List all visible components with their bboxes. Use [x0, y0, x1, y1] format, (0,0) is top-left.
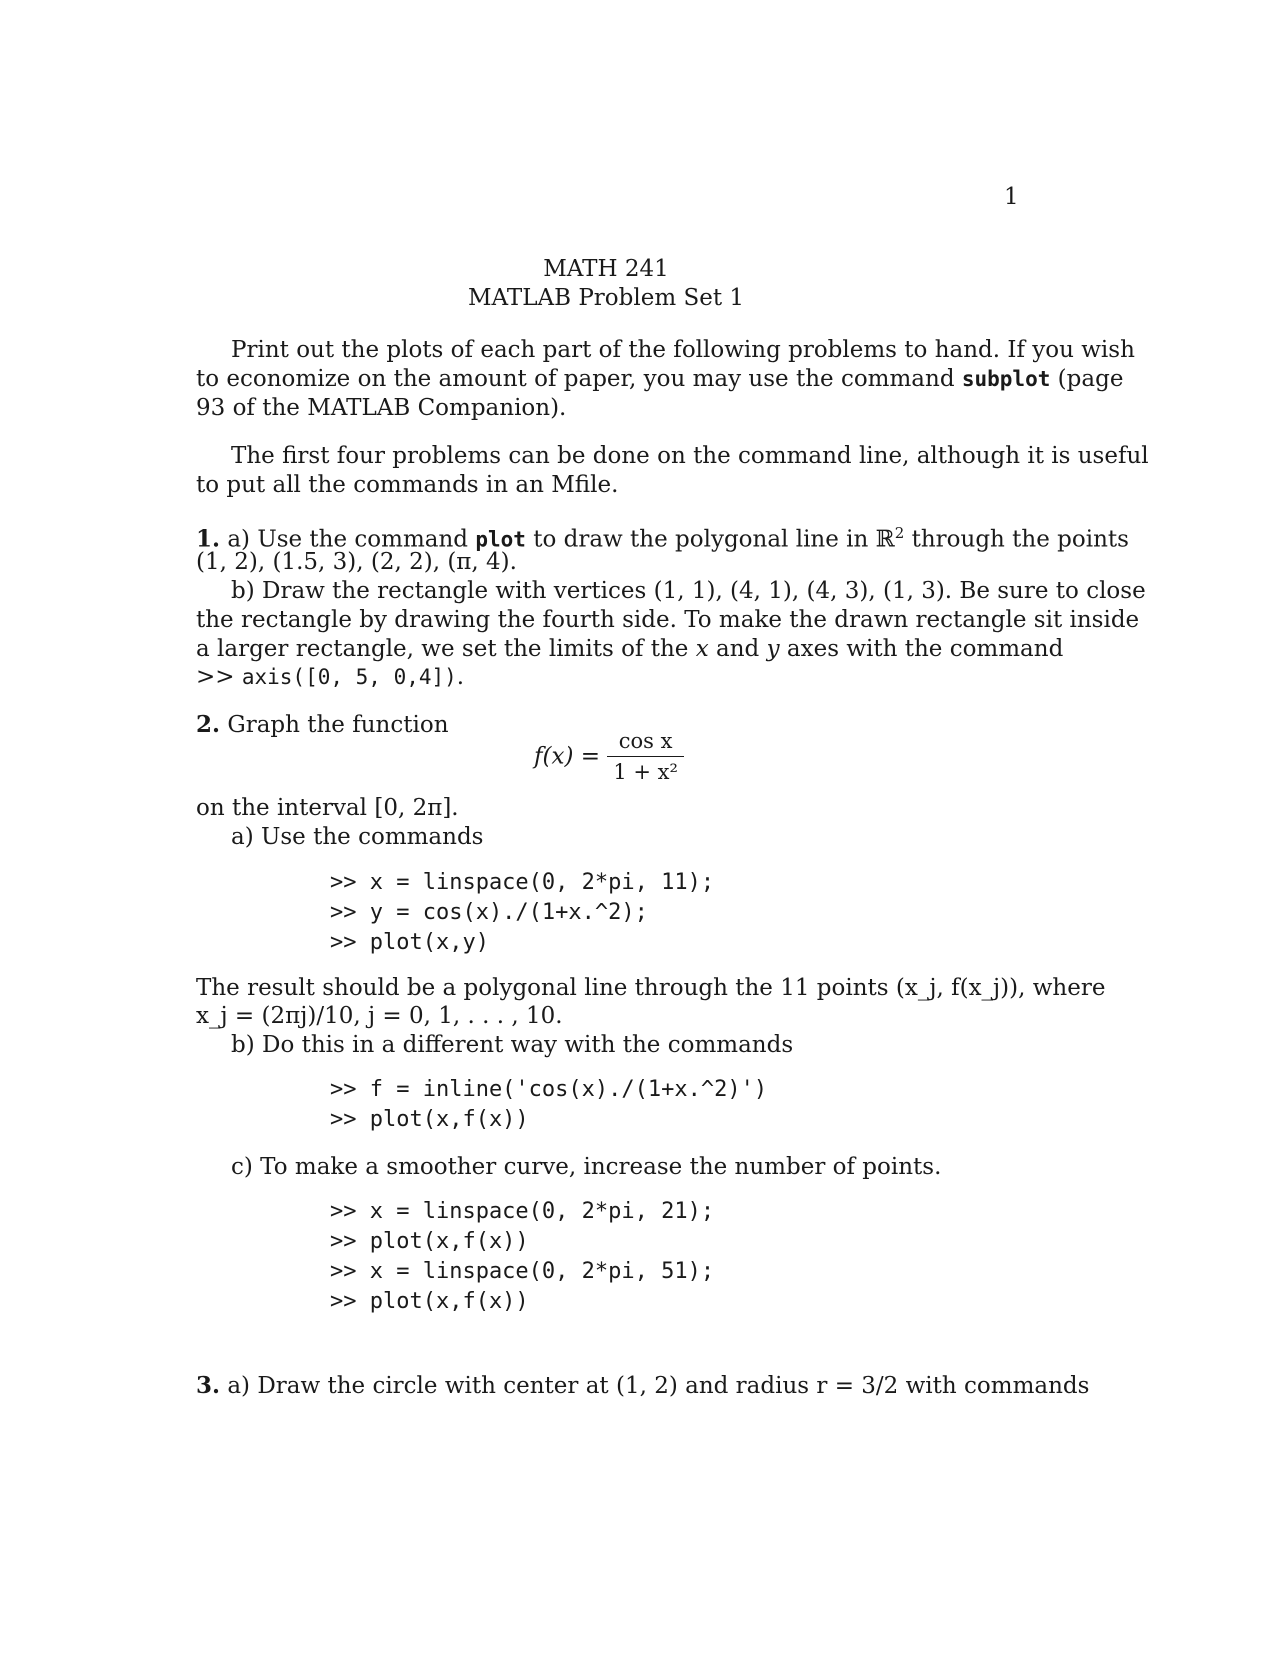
problem1-points: (1, 2), (1.5, 3), (2, 2), (π, 4).: [196, 549, 517, 575]
f-of-x: f(x) =: [534, 743, 601, 770]
problem1-b-line3-end: axes with the command: [779, 636, 1064, 662]
problem1-a-sup: 2: [894, 524, 905, 542]
code-line: >> x = linspace(0, 2*pi, 51);: [330, 1259, 715, 1284]
problem1-b-line2: the rectangle by drawing the fourth side. To make the drawn rectangle sit inside: [196, 607, 1140, 633]
problem2-a-label: a) Use the commands: [231, 824, 484, 850]
problem1-b-line3: [196, 634, 1063, 664]
fraction-numerator: cos x: [607, 728, 684, 757]
code-line: >> plot(x,y): [330, 930, 489, 955]
code-block-a: [330, 868, 714, 958]
problem1-a-prefix: a) Use the command: [227, 526, 476, 553]
problem3-number: 3.: [196, 1372, 221, 1399]
code-block-c: [330, 1197, 714, 1317]
problem1-axis-command-line: [196, 662, 464, 692]
code-line: >> f = inline('cos(x)./(1+x.^2)'): [330, 1077, 768, 1102]
intro-p2-line2: to put all the commands in an Mfile.: [196, 472, 619, 498]
problem1-a-mid: to draw the polygonal line in ℝ: [525, 526, 895, 553]
problem2-b-label: b) Do this in a different way with the commands: [231, 1032, 794, 1058]
plot-command: plot: [475, 527, 526, 552]
code-line: >> plot(x,f(x)): [330, 1289, 529, 1314]
code-line: >> plot(x,f(x)): [330, 1107, 529, 1132]
intro-p1-line2: [196, 364, 1123, 394]
problem2-c-label: c) To make a smoother curve, increase the number of points.: [231, 1154, 942, 1180]
problem3-line1: [196, 1371, 1089, 1401]
code-line: >> x = linspace(0, 2*pi, 21);: [330, 1199, 715, 1224]
problem2-number: 2.: [196, 711, 221, 738]
subplot-command: subplot: [961, 367, 1051, 391]
intro-p2-line1: The first four problems can be done on the command line, although it is useful: [231, 443, 1149, 469]
code-block-b: [330, 1075, 767, 1135]
page-number: 1: [1004, 184, 1019, 210]
problem2-result-line2: x_j = (2πj)/10, j = 0, 1, . . . , 10.: [196, 1003, 563, 1029]
problem1-b-line3-mid: and: [708, 636, 767, 662]
problem2-result-line1: The result should be a polygonal line through the 11 points (x_j, f(x_j)), where: [196, 975, 1106, 1001]
intro-p1-text-end: (page: [1050, 366, 1124, 392]
problem3-text: a) Draw the circle with center at (1, 2) and radius r = 3/2 with commands: [227, 1373, 1090, 1399]
course-title: MATH 241: [543, 256, 669, 282]
code-line: >> y = cos(x)./(1+x.^2);: [330, 900, 648, 925]
problem1-b-line1: b) Draw the rectangle with vertices (1, 1), (4, 1), (4, 3), (1, 3). Be sure to close: [231, 578, 1146, 604]
axis-command: axis([0, 5, 0,4]): [241, 665, 457, 689]
intro-p1-text: to economize on the amount of paper, you may use the command: [196, 366, 962, 392]
problem-set-title: MATLAB Problem Set 1: [467, 285, 745, 311]
problem1-number: 1.: [196, 525, 221, 553]
problem1-a-end: through the points: [904, 526, 1129, 553]
period: .: [456, 664, 465, 690]
problem2-line1: [196, 710, 449, 740]
problem1-b-line3-pre: a larger rectangle, we set the limits of the: [196, 636, 696, 662]
var-y: y: [766, 636, 780, 662]
code-line: >> x = linspace(0, 2*pi, 11);: [330, 870, 715, 895]
fraction-denominator: 1 + x²: [613, 760, 678, 784]
code-line: >> plot(x,f(x)): [330, 1229, 529, 1254]
intro-p1-line1: Print out the plots of each part of the following problems to hand. If you wish: [231, 337, 1135, 363]
var-x: x: [695, 636, 709, 662]
intro-p1-line3: 93 of the MATLAB Companion).: [196, 395, 567, 421]
problem2-interval: on the interval [0, 2π].: [196, 795, 459, 821]
prompt: >>: [196, 664, 242, 690]
fraction: [607, 728, 684, 785]
problem2-lead: Graph the function: [227, 712, 449, 738]
function-equation: [534, 728, 684, 785]
